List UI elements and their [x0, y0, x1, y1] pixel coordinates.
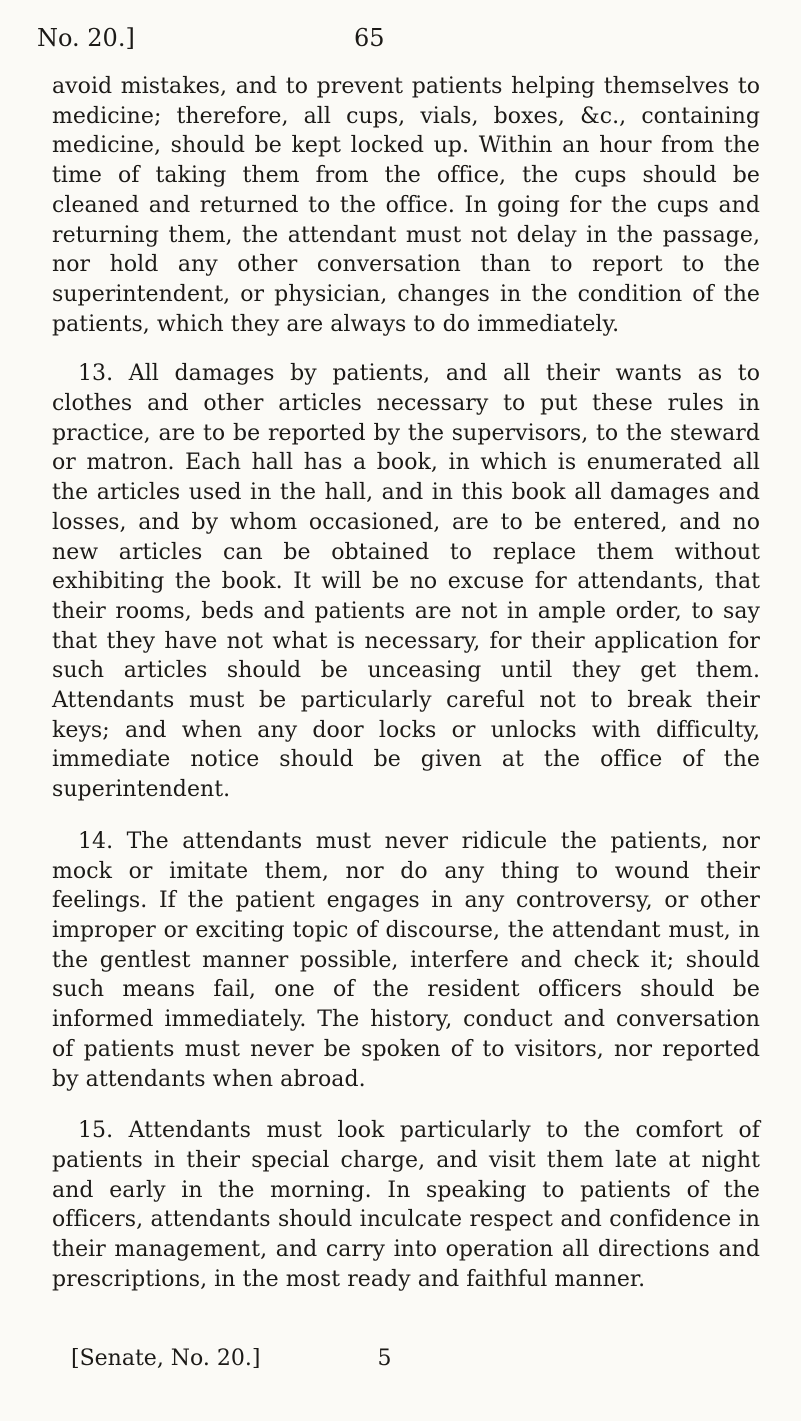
signature-mark: [Senate, No. 20.]	[71, 1346, 261, 1371]
body-text	[52, 72, 760, 1294]
running-head	[37, 18, 767, 58]
paragraph-rule-13: 13. All damages by patients, and all their wants as to clothes and other articles necessary to put these rules in practice, are to be reported by the supervisors, to the steward or matron. Each hall has a book, in which is enumerated all the articles used in the hall, and in this book all damages and losses, and by whom occasioned, are to be entered, and no new articles can be obtained to replace them without exhibiting the book. It will be no excuse for attendants, that their rooms, beds and patients are not in ample order, to say that they have not what is necessary, for their application for such articles should be unceasing until they get them. Attendants must be particularly careful not to break their keys; and when any door locks or unlocks with difficulty, immediate notice should be given at the office of the superintendent.	[52, 361, 760, 803]
page-number: 65	[354, 24, 385, 52]
document-number: No. 20.]	[37, 24, 135, 52]
paragraph-continuation: avoid mistakes, and to prevent patients helping themselves to medicine; therefore, all cups, vials, boxes, &c., containing medicine, should be kept locked up. Within an hour from the time of taking them from the office, the cups should be cleaned and returned to the office. In going for the cups and returning them, the attendant must not delay in the passage, nor hold any other conversation than to report to the superintendent, or physician, changes in the condition of the patients, which they are always to do immediately.	[52, 74, 760, 337]
sheet-number: 5	[377, 1346, 392, 1371]
paragraph-rule-15: 15. Attendants must look particularly to the comfort of patients in their special charge, and visit them late at night and early in the morning. In speaking to patients of the officers, attendants should inculcate respect and confidence in their management, and carry into operation all directions and prescriptions, in the most ready and faithful manner.	[52, 1118, 760, 1292]
page-footer	[71, 1344, 671, 1374]
paragraph-rule-14: 14. The attendants must never ridicule the patients, nor mock or imitate them, nor do any thing to wound their feelings. If the patient engages in any controversy, or other improper or exciting topic of discourse, the attendant must, in the gentlest manner possible, interfere and check it; should such means fail, one of the resident officers should be informed immediately. The history, conduct and conversation of patients must never be spoken of to visitors, nor reported by attendants when abroad.	[52, 828, 760, 1092]
